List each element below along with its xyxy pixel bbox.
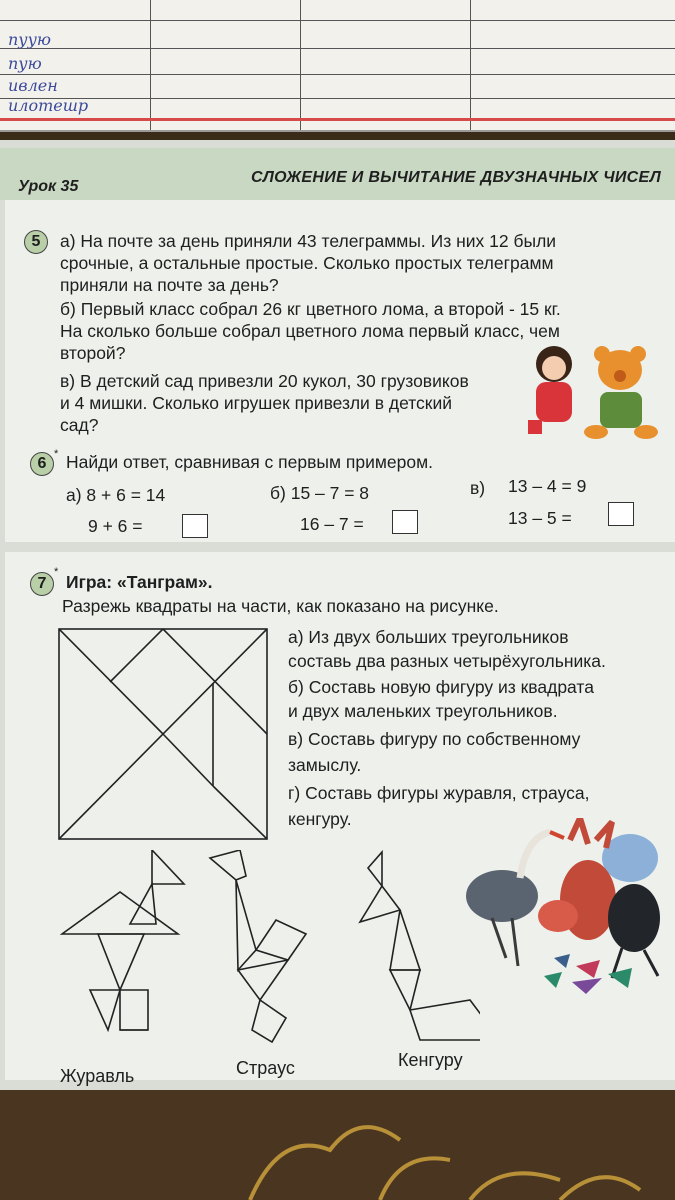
task-5a-line: а) На почте за день приняли 43 телеграммы. Из них 12 были bbox=[60, 231, 557, 251]
task-5b-line: На сколько больше собрал цветного лома первый класс, чем bbox=[60, 321, 560, 341]
animals-illustration bbox=[462, 818, 668, 998]
task-6c-label: в) bbox=[470, 478, 486, 498]
task-5b-line: второй? bbox=[60, 343, 126, 363]
task-6b-line2: 16 – 7 = bbox=[300, 514, 364, 534]
task-7-line: в) Составь фигуру по собственному bbox=[288, 729, 581, 749]
task-5a-line: приняли на почте за день? bbox=[60, 275, 279, 295]
figure-label-kangaroo: Кенгуру bbox=[398, 1050, 463, 1070]
answer-box[interactable] bbox=[608, 502, 634, 526]
task-6c-line1: 13 – 4 = 9 bbox=[508, 476, 587, 496]
answer-box[interactable] bbox=[182, 514, 208, 538]
tangram-figures bbox=[60, 850, 480, 1060]
task-6b-line1: б) 15 – 7 = 8 bbox=[270, 483, 370, 503]
task-7-line: а) Из двух больших треугольников bbox=[288, 627, 569, 647]
figure-label-crane: Журавль bbox=[60, 1066, 135, 1086]
task-5c-line: сад? bbox=[60, 415, 99, 435]
task-7-line: замыслу. bbox=[288, 755, 362, 775]
notebook-page bbox=[0, 0, 675, 132]
star-mark: * bbox=[54, 566, 59, 578]
decorative-pattern bbox=[0, 1090, 675, 1200]
grid-line bbox=[0, 74, 675, 75]
grid-line bbox=[300, 0, 301, 130]
task-5a-line: срочные, а остальные простые. Сколько простых телеграмм bbox=[60, 253, 554, 273]
task-7-subtitle: Разрежь квадраты на части, как показано на рисунке. bbox=[62, 596, 499, 616]
task-7-number: 7 bbox=[30, 572, 54, 596]
handwriting: ивлен bbox=[8, 76, 58, 95]
task-6-number: 6 bbox=[30, 452, 54, 476]
task-5-number: 5 bbox=[24, 230, 48, 254]
tablecloth bbox=[0, 1090, 675, 1200]
grid-line bbox=[150, 0, 151, 130]
tangram-square bbox=[58, 628, 268, 840]
grid-line bbox=[0, 20, 675, 21]
toys-illustration bbox=[520, 342, 660, 440]
task-6a-line1: а) 8 + 6 = 14 bbox=[66, 485, 166, 505]
grid-line bbox=[0, 98, 675, 99]
handwriting: пую bbox=[8, 54, 42, 73]
task-7-line: б) Составь новую фигуру из квадрата bbox=[288, 677, 594, 697]
task-7-line: составь два разных четырёхугольника. bbox=[288, 651, 606, 671]
margin-line bbox=[0, 118, 675, 121]
star-mark: * bbox=[54, 448, 59, 460]
figure-label-ostrich: Страус bbox=[236, 1058, 295, 1078]
task-6-title: Найди ответ, сравнивая с первым примером. bbox=[66, 452, 433, 472]
grid-line bbox=[470, 0, 471, 130]
handwriting: илотешр bbox=[8, 96, 89, 115]
task-7-title: Игра: «Танграм». bbox=[66, 572, 213, 592]
task-6a-line2: 9 + 6 = bbox=[88, 516, 143, 536]
task-7-line: и двух маленьких треугольников. bbox=[288, 701, 558, 721]
task-7-line: кенгуру. bbox=[288, 809, 352, 829]
task-5c-line: и 4 мишки. Сколько игрушек привезли в детский bbox=[60, 393, 452, 413]
task-5b-line: б) Первый класс собрал 26 кг цветного лома, а второй - 15 кг. bbox=[60, 299, 561, 319]
handwriting: пуую bbox=[8, 30, 51, 49]
answer-box[interactable] bbox=[392, 510, 418, 534]
lesson-number: Урок 35 bbox=[18, 178, 79, 195]
task-6c-line2: 13 – 5 = bbox=[508, 508, 572, 528]
grid-line bbox=[0, 48, 675, 49]
task-7-line: г) Составь фигуры журавля, страуса, bbox=[288, 783, 590, 803]
chapter-title: СЛОЖЕНИЕ И ВЫЧИТАНИЕ ДВУЗНАЧНЫХ ЧИСЕЛ bbox=[251, 169, 661, 186]
task-5c-line: в) В детский сад привезли 20 кукол, 30 грузовиков bbox=[60, 371, 469, 391]
